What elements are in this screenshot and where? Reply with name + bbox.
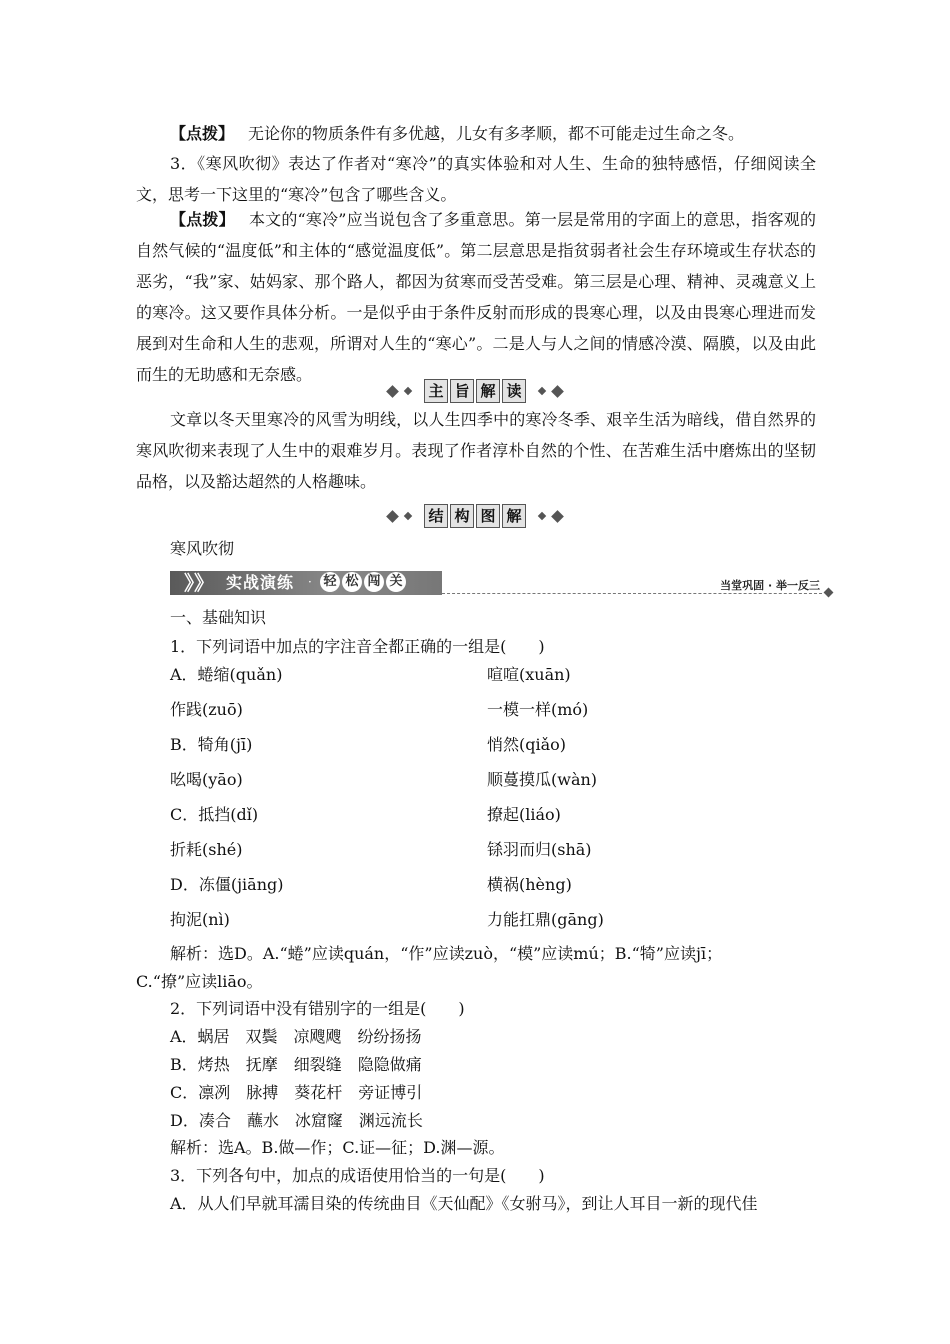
q1-option-right: 铩羽而归(shā) xyxy=(487,840,592,859)
question-2: 2．下列词语中没有错别字的一组是( ) xyxy=(170,999,465,1018)
q1-option-left: C．抵挡(dǐ) xyxy=(170,805,259,824)
q1-option-left: 吆喝(yāo) xyxy=(170,770,243,789)
banner-dashed-line xyxy=(442,593,822,594)
diamond-icon xyxy=(824,588,834,598)
diamond-icon xyxy=(404,387,412,395)
question-1: 1．下列词语中加点的字注音全都正确的一组是( ) xyxy=(170,637,545,656)
hint-2-paragraph xyxy=(136,204,816,390)
banner-bubbles: 轻 松 闯 关 xyxy=(320,572,408,592)
q1-option-right: 悄然(qiǎo) xyxy=(487,735,567,754)
double-chevron-icon: 》》 xyxy=(184,571,214,595)
hint-1-text: 无论你的物质条件有多优越，儿女有多孝顺，都不可能走过生命之冬。 xyxy=(248,124,745,143)
q2-option: D．凑合 蘸水 冰窟窿 渊远流长 xyxy=(170,1111,423,1130)
q1-option-left: 折耗(shé) xyxy=(170,840,243,859)
q1-answer-line-2: C.“撩”应读liāo。 xyxy=(136,972,263,991)
q1-option-right: 力能扛鼎(gāng) xyxy=(487,910,604,929)
question-3: 3．下列各句中，加点的成语使用恰当的一句是( ) xyxy=(170,1166,545,1185)
q1-option-left: B．犄角(jī) xyxy=(170,735,253,754)
q1-option-left: A．蜷缩(quǎn) xyxy=(170,665,283,684)
q1-option-right: 一模一样(mó) xyxy=(487,700,589,719)
q2-option: A．蜗居 双鬓 凉飕飕 纷纷扬扬 xyxy=(170,1027,422,1046)
part-title: 一、基础知识 xyxy=(170,608,267,627)
banner-right-text: 当堂巩固 · 举一反三 xyxy=(720,579,820,592)
hint-2-label: 【点拨】 xyxy=(170,210,235,229)
q1-option-right: 撩起(liáo) xyxy=(487,805,561,824)
question-3-paragraph: 3．《寒风吹彻》表达了作者对“寒冷”的真实体验和对人生、生命的独特感悟，仔细阅读全文，思考一下这里的“寒冷”包含了哪些含义。 xyxy=(136,154,816,204)
structure-text: 寒风吹彻 xyxy=(170,539,235,558)
q1-option-left: 拘泥(nì) xyxy=(170,910,230,929)
banner-separator: · xyxy=(308,575,312,589)
q3-option-a: A．从人们早就耳濡目染的传统曲目《天仙配》《女驸马》，到让人耳目一新的现代佳 xyxy=(170,1194,758,1213)
diamond-icon xyxy=(386,510,399,523)
diamond-icon xyxy=(404,512,412,520)
q1-option-right: 顺蔓摸瓜(wàn) xyxy=(487,770,598,789)
q1-option-right: 喧喧(xuān) xyxy=(487,665,571,684)
practice-banner xyxy=(170,571,830,597)
hint-1-line xyxy=(170,119,744,149)
section-header-theme xyxy=(0,377,950,405)
hint-2-text: 本文的“寒冷”应当说包含了多重意思。第一层是常用的字面上的意思，指客观的自然气候的“温度低”和主体的“感觉温度低”。第二层意思是指贫弱者社会生存环境或生存状态的恶劣，“我”家、姑妈家、那个路人，都因为贫寒而受苦受难。第三层是心理、精神、灵魂意义上的寒冷。这又要作具体分析。一是似乎由于条件反射而形成的畏寒心理，以及由畏寒心理进而发展到对生命和人生的悲观，所谓对人生的“寒心”。二是人与人之间的情感冷漠、隔膜，以及由此而生的无助感和无奈感。 xyxy=(136,210,816,384)
diamond-icon xyxy=(538,512,546,520)
banner-label: 实战演练 xyxy=(226,573,295,592)
q1-answer-line-1: 解析：选D。A.“蜷”应读quán，“作”应读zuò，“模”应读mú；B.“犄”应读jī； xyxy=(170,944,723,963)
q2-option: B．烤热 抚摩 细裂缝 隐隐做痛 xyxy=(170,1055,422,1074)
diamond-icon xyxy=(386,385,399,398)
section-title-structure: 结 构 图 解 xyxy=(423,504,527,528)
section-header-structure xyxy=(0,502,950,530)
diamond-icon xyxy=(551,510,564,523)
q2-option: C．凛冽 脉搏 葵花杆 旁证博引 xyxy=(170,1083,423,1102)
diamond-icon xyxy=(538,387,546,395)
q2-answer: 解析：选A。B.做—作；C.证—征；D.渊—源。 xyxy=(170,1138,505,1157)
diamond-icon xyxy=(551,385,564,398)
section-title-theme: 主 旨 解 读 xyxy=(423,379,527,403)
theme-paragraph: 文章以冬天里寒冷的风雪为明线，以人生四季中的寒冷冬季、艰辛生活为暗线，借自然界的寒风吹彻来表现了人生中的艰难岁月。表现了作者淳朴自然的个性、在苦难生活中磨炼出的坚韧品格，以及豁达超然的人格趣味。 xyxy=(136,410,816,491)
hint-1-label: 【点拨】 xyxy=(170,124,235,143)
q1-option-left: D．冻僵(jiāng) xyxy=(170,875,284,894)
q1-option-right: 横祸(hèng) xyxy=(487,875,572,894)
q1-option-left: 作践(zuō) xyxy=(170,700,243,719)
